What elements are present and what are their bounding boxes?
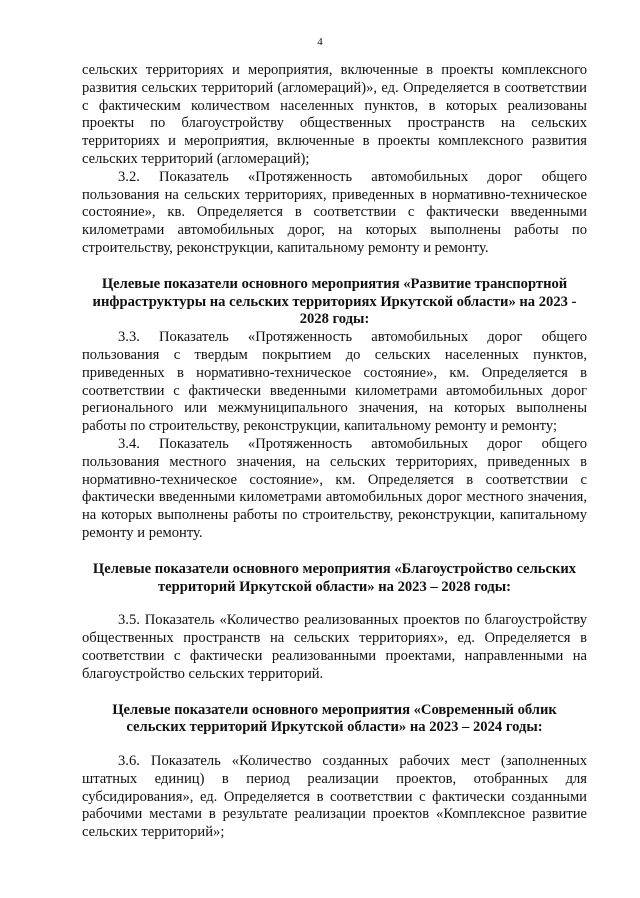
- paragraph-continuation: сельских территориях и мероприятия, включенные в проекты комплексного развития сельских территорий (агломераций)», ед. Определяется в соответствии с фактическим количеством населенных пунктов, в которых реализованы проекты по благоустройству общественных пространств на сельских территориях и мероприятия, включенные в проекты комплексного развития сельских территорий (агломераций);: [82, 62, 587, 167]
- paragraph-3-5: 3.5. Показатель «Количество реализованных проектов по благоустройству общественных пространств на сельских территориях», ед. Определяется в соответствии с фактически реализованными проектами, направленными на благоустройство сельских территорий.: [82, 612, 587, 682]
- paragraph-3-6: 3.6. Показатель «Количество созданных рабочих мест (заполненных штатных единиц) в период реализации проектов, отобранных для субсидирования», ед. Определяется в соответствии с фактически созданными рабочими местами в результате реализации проектов «Комплексное развитие сельских территорий»;: [82, 753, 587, 841]
- section-heading-transport: Целевые показатели основного мероприятия «Развитие транспортной инфраструктуры на сельских территориях Иркутской области» на 2023 - 2028 годы:: [92, 275, 577, 328]
- document-body: [82, 62, 587, 842]
- section-heading-improvement: Целевые показатели основного мероприятия «Благоустройство сельских территорий Иркутской области» на 2023 – 2028 годы:: [92, 560, 577, 595]
- paragraph-3-3: 3.3. Показатель «Протяженность автомобильных дорог общего пользования с твердым покрытием до сельских населенных пунктов, приведенных в нормативно-техническое состояние», км. Определяется в соответствии с фактически введенными километрами автомобильных дорог регионального или межмуниципального значения, на которых выполнены работы по строительству, реконструкции, капитальному ремонту и ремонту;: [82, 329, 587, 435]
- page-number: 4: [317, 36, 323, 48]
- paragraph-3-4: 3.4. Показатель «Протяженность автомобильных дорог общего пользования местного значения, на сельских территориях, приведенных в нормативно-техническое состояние», км. Определяется в соответствии с фактически введенными километрами автомобильных дорог местного значения, на которых выполнены работы по строительству, реконструкции, капитальному ремонту и ремонту.: [82, 435, 587, 541]
- section-heading-modern-look: Целевые показатели основного мероприятия «Современный облик сельских территорий Иркутской области» на 2023 – 2024 годы:: [112, 701, 557, 736]
- paragraph-3-2: 3.2. Показатель «Протяженность автомобильных дорог общего пользования на сельских территориях, приведенных в нормативно-техническое состояние», кв. Определяется в соответствии с фактически введенными километрами автомобильных дорог, на которых выполнены работы по строительству, реконструкции, капитальному ремонту и ремонту.: [82, 168, 587, 256]
